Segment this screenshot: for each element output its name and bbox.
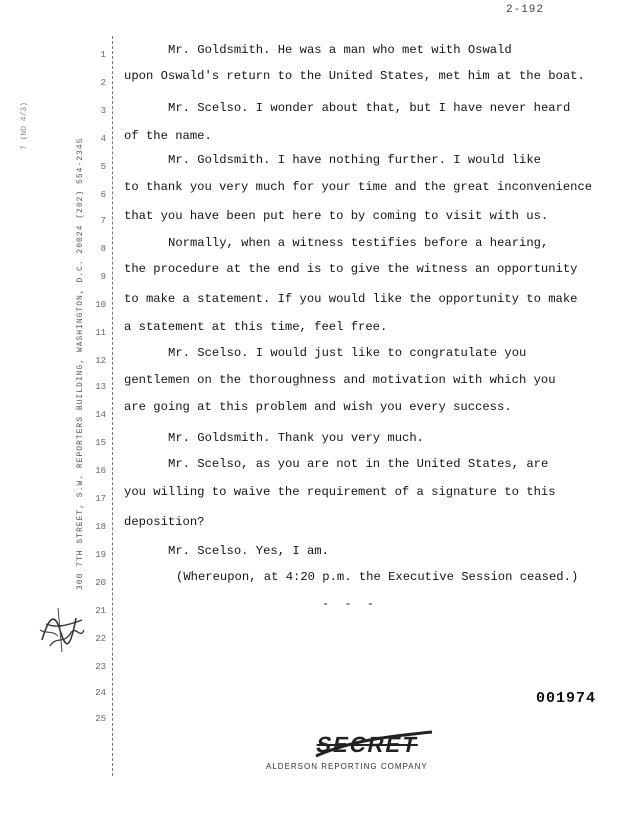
margin-rule [112,36,113,776]
transcript-line: of the name. [124,129,212,143]
transcript-line: the procedure at the end is to give the witness an opportunity [124,262,578,276]
margin-form-code: 7 (NO 4/3) [20,101,29,150]
transcript-line: Mr. Scelso, as you are not in the United States, are [168,457,549,471]
line-number: 4 [100,134,106,144]
stamp-strike-mark [312,730,436,764]
line-number: 17 [95,494,106,504]
transcript-line: Mr. Scelso. I would just like to congratulate you [168,346,527,360]
page-reference: 2-192 [506,4,545,16]
line-number: 1 [100,50,106,60]
transcript-line: Mr. Goldsmith. I have nothing further. I would like [168,153,541,167]
reporter-address: 300 7TH STREET, S.W. REPORTERS BUILDING, WASHINGTON, D.C. 20024 (202) 554-2345 [76,137,85,590]
transcript-line: Mr. Scelso. Yes, I am. [168,544,329,558]
transcript-line: upon Oswald's return to the United States, met him at the boat. [124,69,585,83]
transcript-line: Mr. Goldsmith. He was a man who met with Oswald [168,43,512,57]
transcript-line: that you have been put here to by coming to visit with us. [124,209,549,223]
transcript-line: you willing to waive the requirement of a signature to this [124,485,556,499]
line-number: 2 [100,78,106,88]
transcript-line: deposition? [124,515,205,529]
line-number: 3 [100,106,106,116]
line-number: 10 [95,300,106,310]
line-number: 15 [95,438,106,448]
line-number: 12 [95,356,106,366]
transcript-line: to make a statement. If you would like the opportunity to make [124,292,578,306]
line-number: 6 [100,190,106,200]
document-number: 001974 [536,690,597,707]
line-number: 21 [95,606,106,616]
transcript-line: a statement at this time, feel free. [124,320,388,334]
line-number: 5 [100,162,106,172]
transcript-line: Mr. Goldsmith. Thank you very much. [168,431,424,445]
transcript-line: to thank you very much for your time and the great inconvenience [124,180,593,194]
transcript-line: gentlemen on the thoroughness and motivation with which you [124,373,556,387]
line-number: 25 [95,714,106,724]
line-number: 14 [95,410,106,420]
line-number: 24 [95,688,106,698]
transcript-line: Mr. Scelso. I wonder about that, but I have never heard [168,101,571,115]
line-number: 22 [95,634,106,644]
line-number: 16 [95,466,106,476]
line-number: 9 [100,272,106,282]
transcript-line: are going at this problem and wish you every success. [124,400,512,414]
line-number: 13 [95,382,106,392]
line-number: 18 [95,522,106,532]
line-number: 7 [100,216,106,226]
line-number: 19 [95,550,106,560]
separator: - - - [322,597,379,611]
line-number: 23 [95,662,106,672]
transcript-line: Normally, when a witness testifies before a hearing, [168,236,549,250]
line-number: 20 [95,578,106,588]
line-number: 11 [95,328,106,338]
line-number: 8 [100,244,106,254]
handwritten-initials [36,600,88,656]
reporter-footer: ALDERSON REPORTING COMPANY [266,762,428,771]
transcript-line: (Whereupon, at 4:20 p.m. the Executive Session ceased.) [176,570,579,584]
classification-stamp: SECRET [314,732,421,757]
